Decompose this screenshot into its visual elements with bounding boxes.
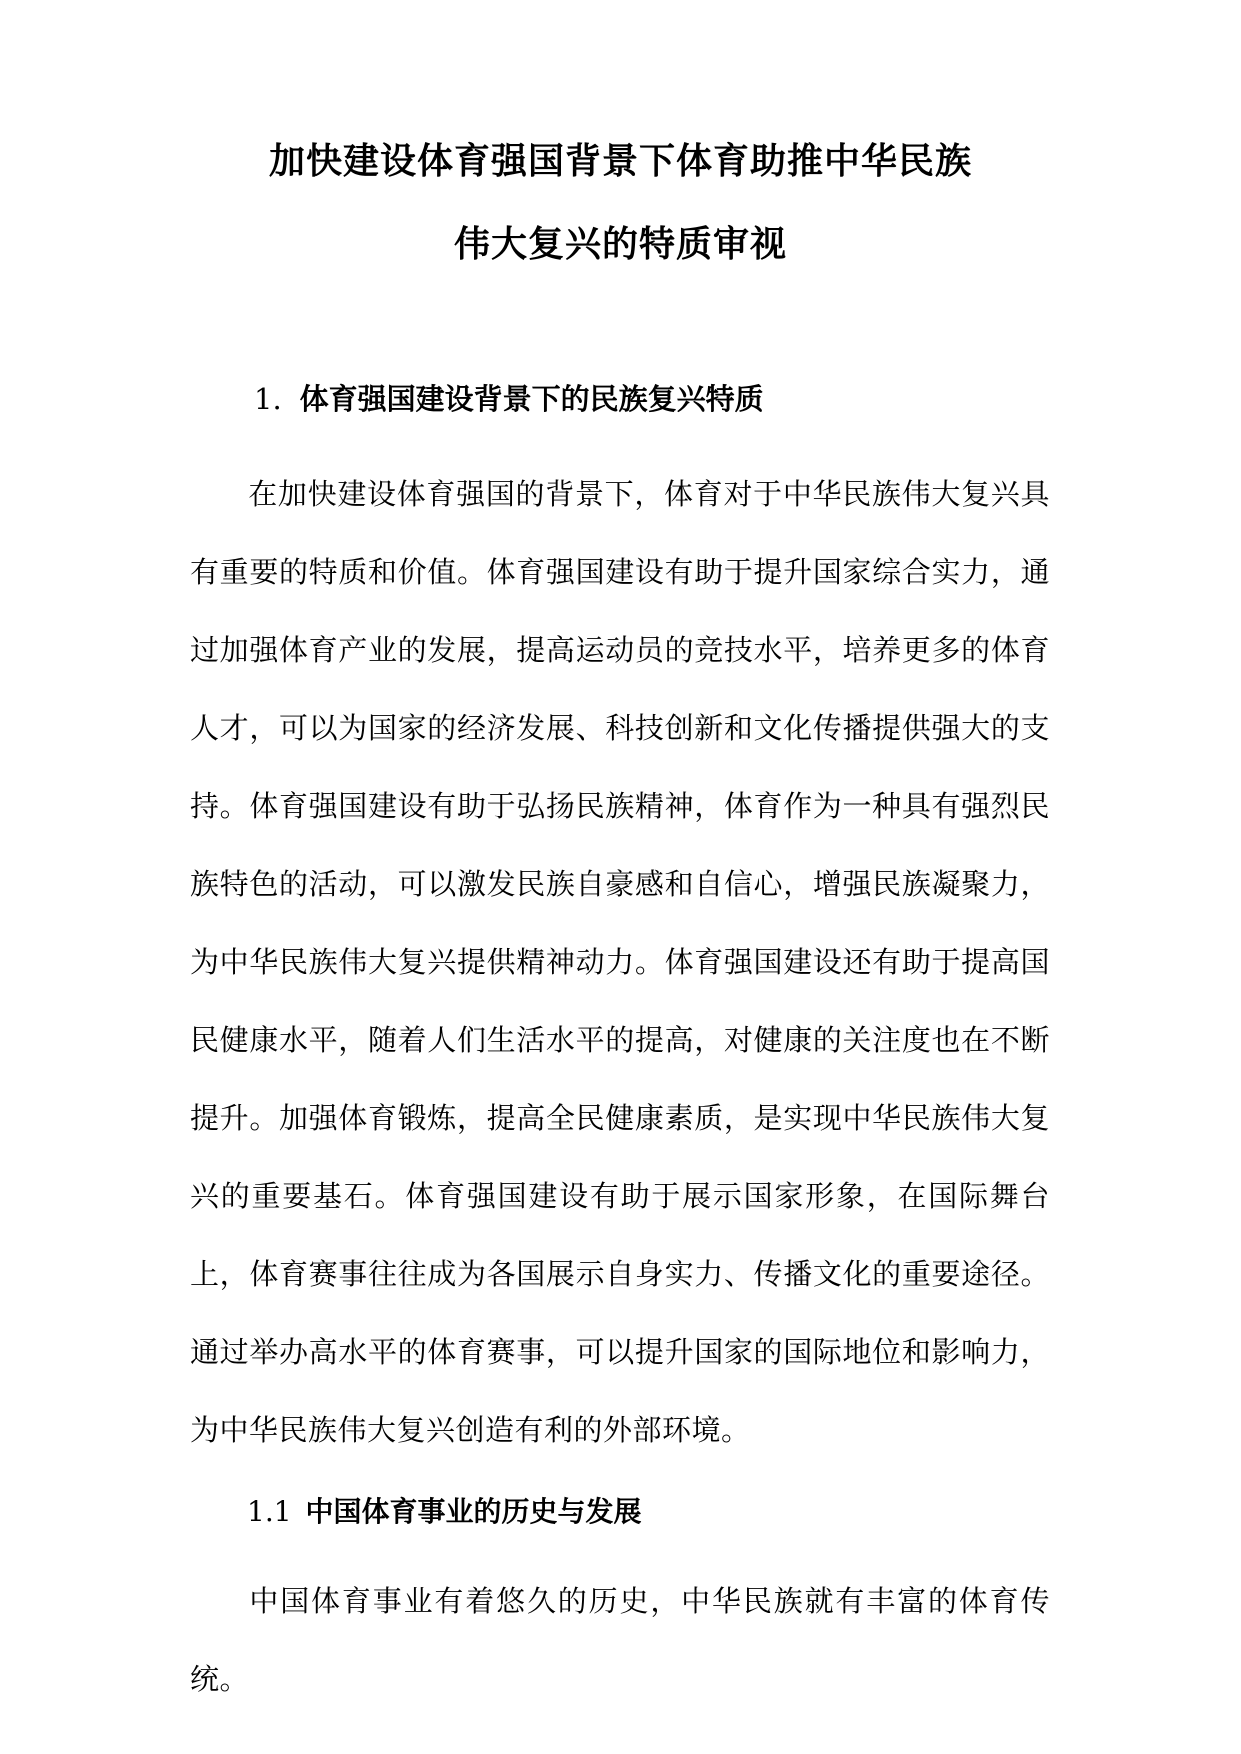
section-1-heading xyxy=(254,382,764,416)
document-title-line-2: 伟大复兴的特质审视 xyxy=(453,224,787,265)
section-1-paragraph xyxy=(190,455,1050,1469)
document-title-line-1: 加快建设体育强国背景下体育助推中华民族 xyxy=(268,141,972,182)
section-1-title: 体育强国建设背景下的民族复兴特质 xyxy=(299,382,764,416)
section-1-1-title: 中国体育事业的历史与发展 xyxy=(305,1495,642,1528)
section-1-1-heading xyxy=(247,1495,642,1529)
section-1-1-number: 1.1 xyxy=(247,1495,292,1528)
section-1-paragraph-text: 在加快建设体育强国的背景下，体育对于中华民族伟大复兴具有重要的特质和价值。体育强国建设有助于提升国家综合实力，通过加强体育产业的发展，提高运动员的竞技水平，培养更多的体育人才，可以为国家的经济发展、科技创新和文化传播提供强大的支持。体育强国建设有助于弘扬民族精神，体育作为一种具有强烈民族特色的活动，可以激发民族自豪感和自信心，增强民族凝聚力，为中华民族伟大复兴提供精神动力。体育强国建设还有助于提高国民健康水平，随着人们生活水平的提高，对健康的关注度也在不断提升。加强体育锻炼，提高全民健康素质，是实现中华民族伟大复兴的重要基石。体育强国建设有助于展示国家形象，在国际舞台上，体育赛事往往成为各国展示自身实力、传播文化的重要途径。通过举办高水平的体育赛事，可以提升国家的国际地位和影响力，为中华民族伟大复兴创造有利的外部环境。 xyxy=(190,477,1050,1447)
section-1-1-paragraph xyxy=(190,1562,1050,1718)
section-1-1-paragraph-text: 中国体育事业有着悠久的历史，中华民族就有丰富的体育传统。 xyxy=(190,1584,1050,1696)
section-1-number: 1. xyxy=(254,382,282,416)
